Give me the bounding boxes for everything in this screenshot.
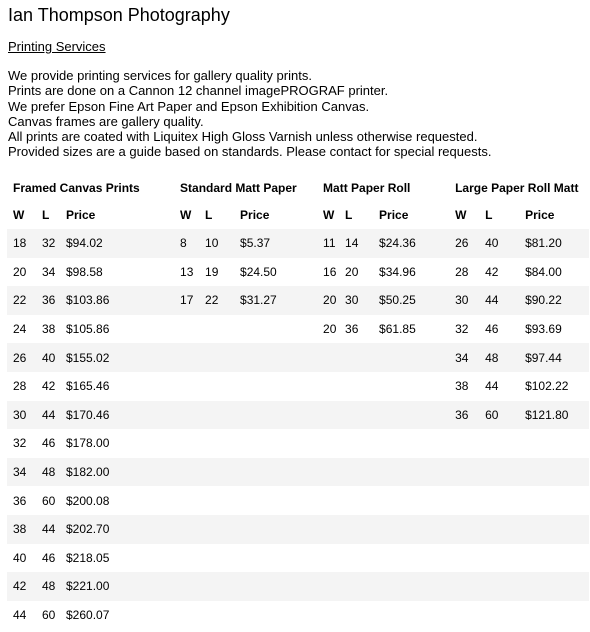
- price-cell: $90.22: [525, 293, 562, 308]
- length-cell: [479, 429, 519, 458]
- table-row: [7, 286, 589, 315]
- width-cell: [449, 486, 479, 515]
- group-name: Matt Paper Roll: [323, 180, 411, 195]
- width-cell: [174, 458, 199, 487]
- column-header-length: L: [345, 208, 353, 222]
- width-cell: [449, 515, 479, 544]
- width-cell: 44: [13, 608, 27, 623]
- column-header-length: L: [205, 208, 213, 222]
- price-cell: [519, 544, 589, 573]
- length-cell: 44: [485, 293, 499, 308]
- width-cell: 34: [13, 465, 27, 480]
- table-row: [7, 572, 589, 601]
- width-cell: 18: [13, 236, 27, 251]
- length-cell: [199, 572, 234, 601]
- price-cell: [234, 486, 317, 515]
- price-cell: [519, 572, 589, 601]
- table-row: [7, 401, 589, 430]
- length-cell: 48: [42, 465, 56, 480]
- width-cell: 13: [180, 264, 194, 279]
- length-cell: [339, 343, 373, 372]
- price-table-body: [7, 229, 589, 629]
- price-cell: $200.08: [66, 493, 110, 508]
- length-cell: 10: [205, 236, 219, 251]
- price-cell: [234, 315, 317, 344]
- column-header-length: L: [42, 208, 50, 222]
- length-cell: 14: [345, 236, 359, 251]
- length-cell: [199, 429, 234, 458]
- width-cell: 20: [323, 322, 337, 337]
- price-cell: $84.00: [525, 264, 562, 279]
- table-row: [7, 458, 589, 487]
- width-cell: 20: [13, 264, 27, 279]
- length-cell: [479, 572, 519, 601]
- width-cell: 32: [13, 436, 27, 451]
- width-cell: 40: [13, 550, 27, 565]
- price-cell: [373, 458, 449, 487]
- price-cell: $50.25: [379, 293, 416, 308]
- length-cell: 36: [42, 293, 56, 308]
- width-cell: 30: [455, 293, 469, 308]
- length-cell: 19: [205, 264, 219, 279]
- price-cell: $93.69: [525, 322, 562, 337]
- price-cell: [373, 601, 449, 630]
- width-cell: [174, 429, 199, 458]
- width-cell: 36: [455, 407, 469, 422]
- price-cell: $24.50: [240, 264, 277, 279]
- column-header-width: W: [180, 208, 192, 222]
- price-cell: [373, 372, 449, 401]
- length-cell: [339, 515, 373, 544]
- column-header-row: [7, 201, 589, 229]
- width-cell: [317, 429, 339, 458]
- table-row: [7, 486, 589, 515]
- price-cell: [234, 515, 317, 544]
- group-name: Large Paper Roll Matt: [455, 180, 579, 195]
- price-cell: [519, 486, 589, 515]
- length-cell: 34: [42, 264, 56, 279]
- price-cell: [519, 515, 589, 544]
- width-cell: [174, 401, 199, 430]
- intro-text: [8, 68, 491, 160]
- intro-line: Canvas frames are gallery quality.: [8, 113, 204, 129]
- length-cell: [339, 572, 373, 601]
- width-cell: 22: [13, 293, 27, 308]
- length-cell: [199, 486, 234, 515]
- column-header-price: Price: [525, 208, 555, 222]
- length-cell: 60: [42, 493, 56, 508]
- price-cell: $97.44: [525, 350, 562, 365]
- length-cell: 40: [485, 236, 499, 251]
- length-cell: [339, 458, 373, 487]
- column-header-price: Price: [379, 208, 409, 222]
- width-cell: [174, 515, 199, 544]
- length-cell: 60: [42, 608, 56, 623]
- width-cell: [317, 515, 339, 544]
- price-cell: $31.27: [240, 293, 277, 308]
- price-cell: [234, 458, 317, 487]
- group-header-row: [7, 174, 589, 201]
- length-cell: [339, 401, 373, 430]
- price-cell: [519, 601, 589, 630]
- width-cell: [174, 601, 199, 630]
- width-cell: [449, 572, 479, 601]
- width-cell: [317, 601, 339, 630]
- price-cell: $105.86: [66, 322, 110, 337]
- price-cell: $61.85: [379, 322, 416, 337]
- length-cell: [199, 401, 234, 430]
- length-cell: 44: [485, 379, 499, 394]
- width-cell: 8: [180, 236, 187, 251]
- price-cell: [234, 372, 317, 401]
- price-cell: [234, 401, 317, 430]
- width-cell: [174, 544, 199, 573]
- length-cell: 46: [485, 322, 499, 337]
- length-cell: 30: [345, 293, 359, 308]
- length-cell: 42: [42, 379, 56, 394]
- width-cell: [449, 544, 479, 573]
- column-header-width: W: [455, 208, 467, 222]
- price-cell: [234, 544, 317, 573]
- price-cell: [373, 401, 449, 430]
- price-cell: $218.05: [66, 550, 110, 565]
- price-cell: $202.70: [66, 522, 110, 537]
- length-cell: [339, 486, 373, 515]
- price-cell: $260.07: [66, 608, 110, 623]
- width-cell: [174, 372, 199, 401]
- price-cell: [373, 572, 449, 601]
- price-cell: [234, 429, 317, 458]
- length-cell: [199, 601, 234, 630]
- price-cell: $94.02: [66, 236, 103, 251]
- intro-line: All prints are coated with Liquitex High Gloss Varnish unless otherwise requested.: [8, 129, 478, 145]
- width-cell: 17: [180, 293, 194, 308]
- length-cell: [199, 458, 234, 487]
- length-cell: 46: [42, 436, 56, 451]
- length-cell: 40: [42, 350, 56, 365]
- width-cell: [449, 601, 479, 630]
- intro-line: Provided sizes are a guide based on standards. Please contact for special requests.: [8, 144, 492, 160]
- column-header-price: Price: [66, 208, 96, 222]
- length-cell: [339, 544, 373, 573]
- price-cell: $182.00: [66, 465, 110, 480]
- length-cell: [479, 486, 519, 515]
- intro-line: We prefer Epson Fine Art Paper and Epson Exhibition Canvas.: [8, 98, 370, 114]
- length-cell: 60: [485, 407, 499, 422]
- width-cell: 24: [13, 322, 27, 337]
- length-cell: 44: [42, 522, 56, 537]
- group-name: Standard Matt Paper: [180, 180, 297, 195]
- width-cell: [317, 343, 339, 372]
- width-cell: [317, 372, 339, 401]
- length-cell: [199, 544, 234, 573]
- width-cell: 11: [323, 236, 336, 251]
- width-cell: [449, 429, 479, 458]
- price-cell: $221.00: [66, 579, 110, 594]
- price-cell: [373, 515, 449, 544]
- price-cell: $121.80: [525, 407, 569, 422]
- length-cell: 44: [42, 407, 56, 422]
- table-row: [7, 315, 589, 344]
- width-cell: 16: [323, 264, 337, 279]
- width-cell: 38: [13, 522, 27, 537]
- price-cell: [373, 544, 449, 573]
- width-cell: [317, 401, 339, 430]
- width-cell: 34: [455, 350, 469, 365]
- width-cell: 28: [455, 264, 469, 279]
- length-cell: [339, 429, 373, 458]
- width-cell: 38: [455, 379, 469, 394]
- price-cell: $98.58: [66, 264, 103, 279]
- width-cell: 26: [455, 236, 469, 251]
- width-cell: [174, 315, 199, 344]
- length-cell: 32: [42, 236, 56, 251]
- price-cell: $170.46: [66, 407, 110, 422]
- length-cell: [339, 601, 373, 630]
- price-cell: [234, 572, 317, 601]
- table-row: [7, 429, 589, 458]
- price-cell: [373, 343, 449, 372]
- price-cell: [519, 458, 589, 487]
- price-cell: $178.00: [66, 436, 110, 451]
- length-cell: [479, 601, 519, 630]
- table-row: [7, 544, 589, 573]
- price-cell: $81.20: [525, 236, 562, 251]
- width-cell: [317, 458, 339, 487]
- price-cell: $155.02: [66, 350, 110, 365]
- table-row: [7, 515, 589, 544]
- width-cell: [317, 544, 339, 573]
- width-cell: [174, 486, 199, 515]
- price-cell: [234, 601, 317, 630]
- column-header-price: Price: [240, 208, 270, 222]
- length-cell: 48: [42, 579, 56, 594]
- length-cell: 42: [485, 264, 499, 279]
- width-cell: [174, 572, 199, 601]
- price-cell: $24.36: [379, 236, 416, 251]
- length-cell: [339, 372, 373, 401]
- section-heading: Printing Services: [8, 39, 106, 54]
- length-cell: 38: [42, 322, 56, 337]
- length-cell: [199, 343, 234, 372]
- width-cell: 36: [13, 493, 27, 508]
- price-cell: $103.86: [66, 293, 110, 308]
- width-cell: 32: [455, 322, 469, 337]
- width-cell: [449, 458, 479, 487]
- width-cell: [317, 486, 339, 515]
- intro-line: We provide printing services for gallery quality prints.: [8, 68, 312, 83]
- length-cell: [199, 372, 234, 401]
- intro-line: Prints are done on a Cannon 12 channel imagePROGRAF printer.: [8, 83, 389, 99]
- length-cell: [479, 458, 519, 487]
- length-cell: 36: [345, 322, 359, 337]
- length-cell: [199, 515, 234, 544]
- group-name: Framed Canvas Prints: [13, 180, 140, 195]
- table-row: [7, 601, 589, 630]
- table-row: [7, 343, 589, 372]
- width-cell: [317, 572, 339, 601]
- length-cell: 22: [205, 293, 219, 308]
- price-cell: $165.46: [66, 379, 110, 394]
- width-cell: 28: [13, 379, 27, 394]
- length-cell: [199, 315, 234, 344]
- price-cell: [519, 429, 589, 458]
- length-cell: 20: [345, 264, 359, 279]
- width-cell: 20: [323, 293, 337, 308]
- price-cell: [373, 486, 449, 515]
- price-table: [7, 174, 589, 629]
- table-row: [7, 372, 589, 401]
- price-cell: $34.96: [379, 264, 416, 279]
- price-cell: [373, 429, 449, 458]
- length-cell: [479, 515, 519, 544]
- width-cell: 42: [13, 579, 27, 594]
- column-header-width: W: [323, 208, 335, 222]
- width-cell: [174, 343, 199, 372]
- length-cell: 46: [42, 550, 56, 565]
- width-cell: 30: [13, 407, 27, 422]
- table-row: [7, 229, 589, 258]
- length-cell: [479, 544, 519, 573]
- price-cell: $5.37: [240, 236, 271, 251]
- table-row: [7, 258, 589, 287]
- length-cell: 48: [485, 350, 499, 365]
- page-title: Ian Thompson Photography: [8, 5, 230, 25]
- column-header-length: L: [485, 208, 493, 222]
- price-cell: $102.22: [525, 379, 569, 394]
- width-cell: 26: [13, 350, 27, 365]
- column-header-width: W: [13, 208, 25, 222]
- price-cell: [234, 343, 317, 372]
